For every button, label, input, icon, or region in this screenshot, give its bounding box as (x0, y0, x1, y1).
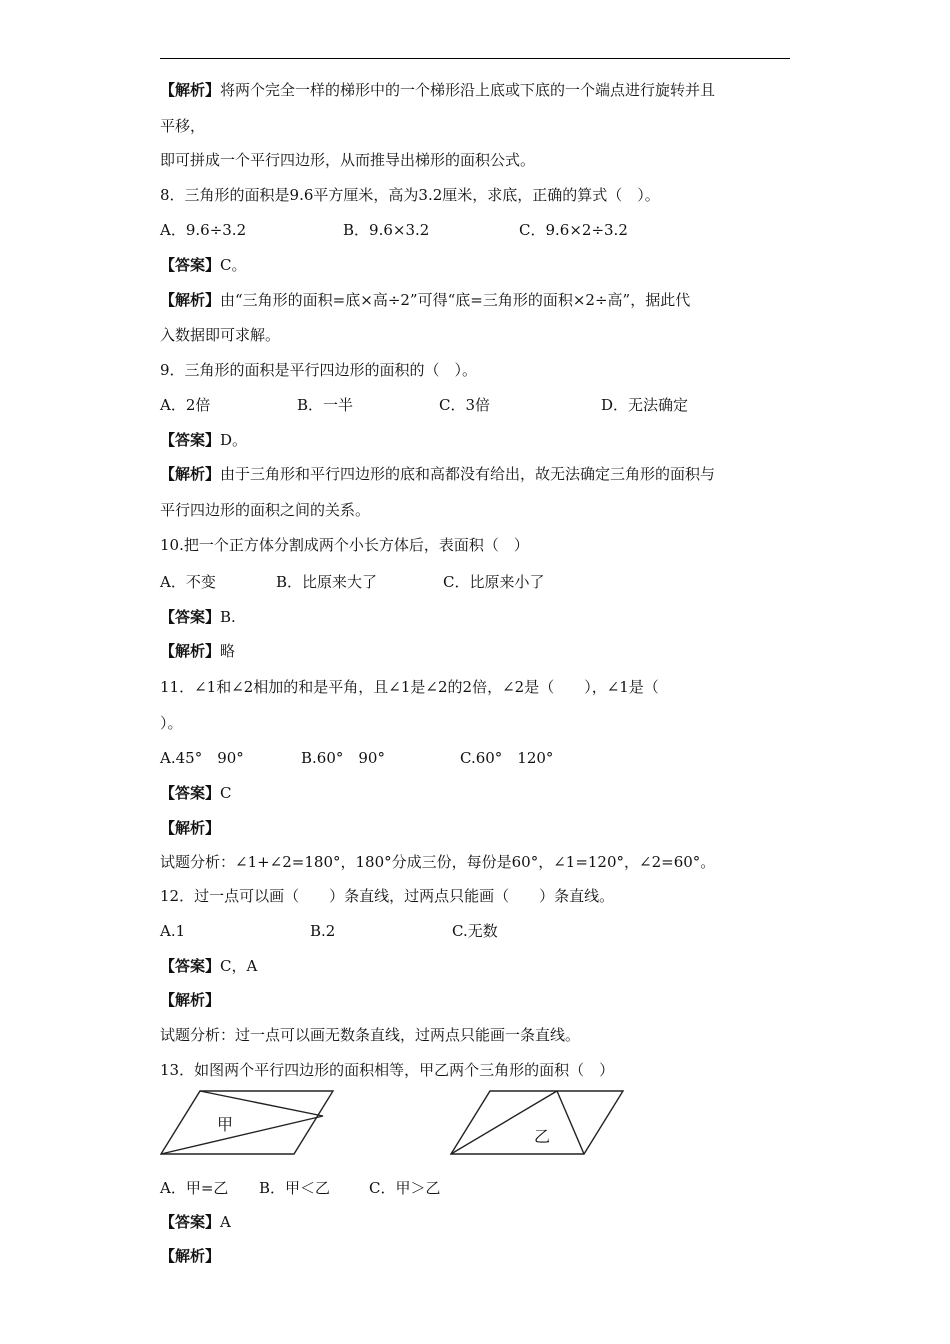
q7-analysis-line2: 平移， (160, 117, 206, 135)
analysis-text: 由“三角形的面积=底×高÷2”可得“底=三角形的面积×2÷高”，据此代 (220, 291, 691, 309)
answer-text: B. (220, 608, 236, 626)
analysis-tag: 【解析】 (160, 291, 221, 309)
q9-answer (160, 430, 800, 450)
analysis-tag: 【解析】 (160, 819, 221, 837)
q9-analysis-line2: 平行四边形的面积之间的关系。 (160, 501, 371, 519)
option-a: A．9.6÷3.2 (160, 221, 247, 239)
answer-text: A (220, 1213, 231, 1231)
option-a: A.45° 90° (160, 749, 244, 767)
option-a: A．2倍 (160, 396, 211, 414)
analysis-text: 将两个完全一样的梯形中的一个梯形沿上底或下底的一个端点进行旋转并且 (220, 81, 716, 99)
option-c: C．甲＞乙 (369, 1179, 441, 1197)
option-a: A．不变 (160, 573, 216, 591)
answer-text: C。 (220, 256, 247, 274)
q12-analysis: 试题分析：过一点可以画无数条直线，过两点只能画一条直线。 (160, 1026, 581, 1044)
option-b: B.2 (310, 922, 336, 940)
option-b: B．比原来大了 (276, 573, 378, 591)
q9-question: 9．三角形的面积是平行四边形的面积的（ ）。 (160, 361, 478, 379)
q12-question: 12．过一点可以画（ ）条直线，过两点只能画（ ）条直线。 (160, 887, 615, 905)
option-a: A.1 (160, 922, 186, 940)
answer-text: C，A (220, 957, 258, 975)
analysis-tag: 【解析】 (160, 991, 221, 1009)
q11-question-line2: ）。 (160, 714, 183, 732)
option-b: B．一半 (297, 396, 354, 414)
answer-text: D。 (220, 431, 248, 449)
analysis-tag: 【解析】 (160, 642, 221, 660)
triangle-yi-side (557, 1091, 584, 1154)
q12-answer (160, 956, 800, 976)
parallelogram-figure-right (445, 1085, 630, 1160)
option-c: C．9.6×2÷3.2 (519, 221, 628, 239)
q11-answer (160, 783, 800, 803)
answer-tag: 【答案】 (160, 256, 221, 274)
answer-tag: 【答案】 (160, 431, 221, 449)
q11-analysis-tag (160, 818, 800, 838)
answer-text: C (220, 784, 232, 802)
option-b: B．甲＜乙 (259, 1179, 331, 1197)
q8-question: 8．三角形的面积是9.6平方厘米，高为3.2厘米，求底，正确的算式（ ）。 (160, 186, 660, 204)
answer-tag: 【答案】 (160, 608, 221, 626)
answer-tag: 【答案】 (160, 1213, 221, 1231)
q10-analysis (160, 641, 800, 661)
q11-question-line1: 11．∠1和∠2相加的和是平角，且∠1是∠2的2倍，∠2是（ ），∠1是（ (160, 678, 659, 696)
q9-analysis-line1 (160, 464, 800, 484)
option-c: C.无数 (452, 922, 498, 940)
analysis-tag: 【解析】 (160, 1247, 221, 1265)
label-yi: 乙 (534, 1127, 551, 1146)
q10-question: 10.把一个正方体分割成两个小长方体后，表面积（ ） (160, 536, 529, 554)
q7-analysis-line3: 即可拼成一个平行四边形，从而推导出梯形的面积公式。 (160, 151, 536, 169)
q11-analysis: 试题分析：∠1+∠2=180°，180°分成三份，每份是60°，∠1=120°，∠2=60°。 (160, 853, 716, 871)
answer-tag: 【答案】 (160, 784, 221, 802)
option-b: B．9.6×3.2 (343, 221, 430, 239)
header-rule (160, 58, 790, 59)
q13-answer (160, 1212, 800, 1232)
analysis-tag: 【解析】 (160, 81, 221, 99)
q12-analysis-tag (160, 990, 800, 1010)
analysis-tag: 【解析】 (160, 465, 221, 483)
option-c: C.60° 120° (460, 749, 554, 767)
triangle-jia (161, 1091, 323, 1154)
option-c: C．比原来小了 (443, 573, 545, 591)
analysis-text: 略 (220, 642, 236, 660)
q10-answer (160, 607, 800, 627)
option-b: B.60° 90° (301, 749, 385, 767)
label-jia: 甲 (217, 1115, 234, 1134)
answer-tag: 【答案】 (160, 957, 221, 975)
q8-analysis-line1 (160, 290, 800, 310)
q8-analysis-line2: 入数据即可求解。 (160, 326, 281, 344)
q13-question: 13．如图两个平行四边形的面积相等，甲乙两个三角形的面积（ ） (160, 1061, 615, 1079)
option-d: D．无法确定 (601, 396, 689, 414)
q8-answer (160, 255, 800, 275)
analysis-text: 由于三角形和平行四边形的底和高都没有给出，故无法确定三角形的面积与 (220, 465, 716, 483)
q13-analysis-tag (160, 1246, 800, 1266)
option-a: A．甲=乙 (160, 1179, 229, 1197)
option-c: C．3倍 (439, 396, 491, 414)
parallelogram-figure-left (155, 1085, 345, 1160)
q7-analysis-line1 (160, 80, 800, 100)
